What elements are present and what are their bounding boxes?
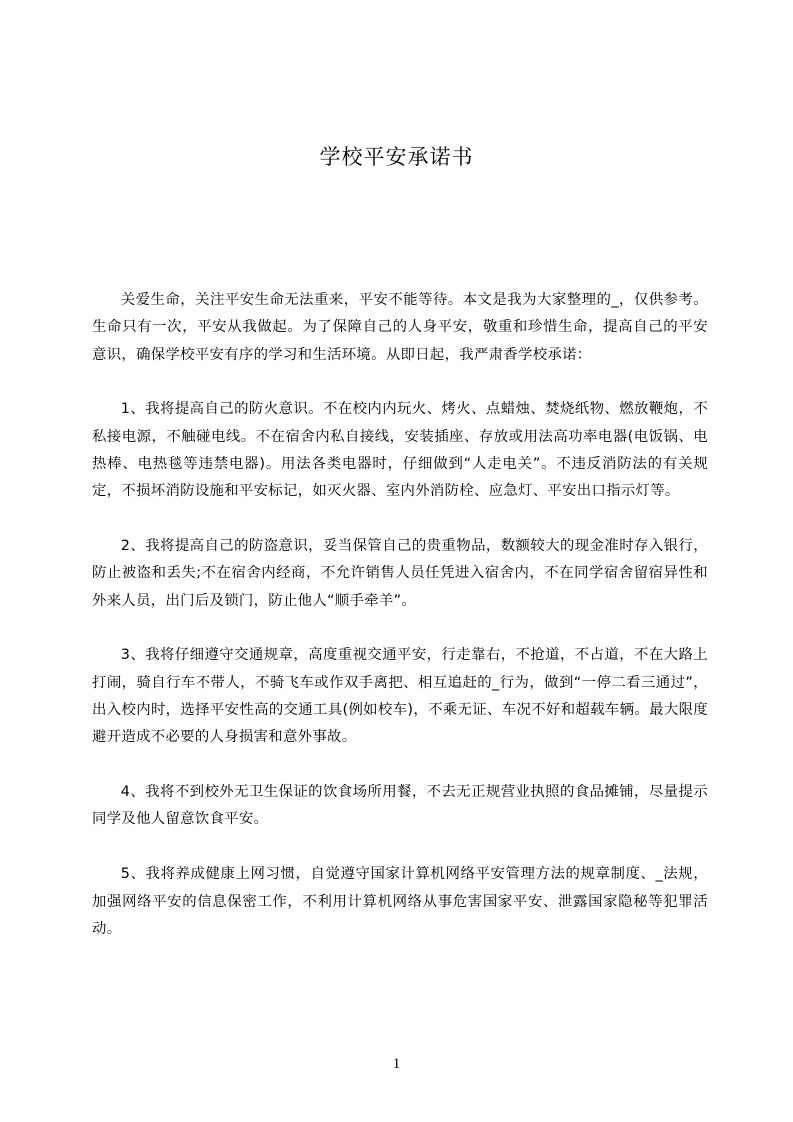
commitment-item-2: 2、我将提高自己的防盗意识，妥当保管自己的贵重物品，数额较大的现金准时存入银行，防止被盗和丢失;不在宿舍内经商，不允许销售人员任凭进入宿舍内，不在同学宿舍留宿异性和外来人员，出门后及锁门，防止他人“顺手牵羊”。 [92,538,708,609]
commitment-item-5: 5、我将养成健康上网习惯，自觉遵守国家计算机网络平安管理方法的规章制度、_法规，加强网络平安的信息保密工作，不利用计算机网络从事危害国家平安、泄露国家隐秘等犯罪活动。 [92,866,708,937]
document-body [92,287,708,943]
paragraph-gap [92,615,708,643]
commitment-item-1: 1、我将提高自己的防火意识。不在校内内玩火、烤火、点蜡烛、焚烧纸物、燃放鞭炮，不私接电源，不触碰电线。不在宿舍内私自接线，安装插座、存放或用法高功率电器(电饭锅、电热棒、电热毯等违禁电器)。用法各类电器时，仔细做到“人走电关”。不违反消防法的有关规定，不损坏消防设施和平安标记，如灭火器、室内外消防栓、应急灯、平安出口指示灯等。 [92,401,708,500]
paragraph-gap [92,506,708,534]
paragraph-gap [92,834,708,862]
commitment-item-3: 3、我将仔细遵守交通规章，高度重视交通平安，行走靠右，不抢道，不占道，不在大路上打闹，骑自行车不带人，不骑飞车或作双手离把、相互追赶的_行为，做到“一停二看三通过”，出入校内时，选择平安性高的交通工具(例如校车)，不乘无证、车况不好和超载车辆。最大限度避开造成不必要的人身损害和意外事故。 [92,647,708,746]
intro-paragraph: 关爱生命，关注平安生命无法重来，平安不能等待。本文是我为大家整理的_，仅供参考。 生命只有一次，平安从我做起。为了保障自己的人身平安，敬重和珍惜生命，提高自己的平安意识，确保学校平安有序的学习和生活环境。从即日起，我严肃香学校承诺： [92,292,708,363]
paragraph-gap [92,369,708,397]
page-number: 1 [392,1056,401,1072]
document-title: 学校平安承诺书 [319,145,474,169]
commitment-item-4: 4、我将不到校外无卫生保证的饮食场所用餐，不去无正规营业执照的食品摊铺，尽量提示同学及他人留意饮食平安。 [92,784,708,828]
paragraph-gap [92,752,708,780]
